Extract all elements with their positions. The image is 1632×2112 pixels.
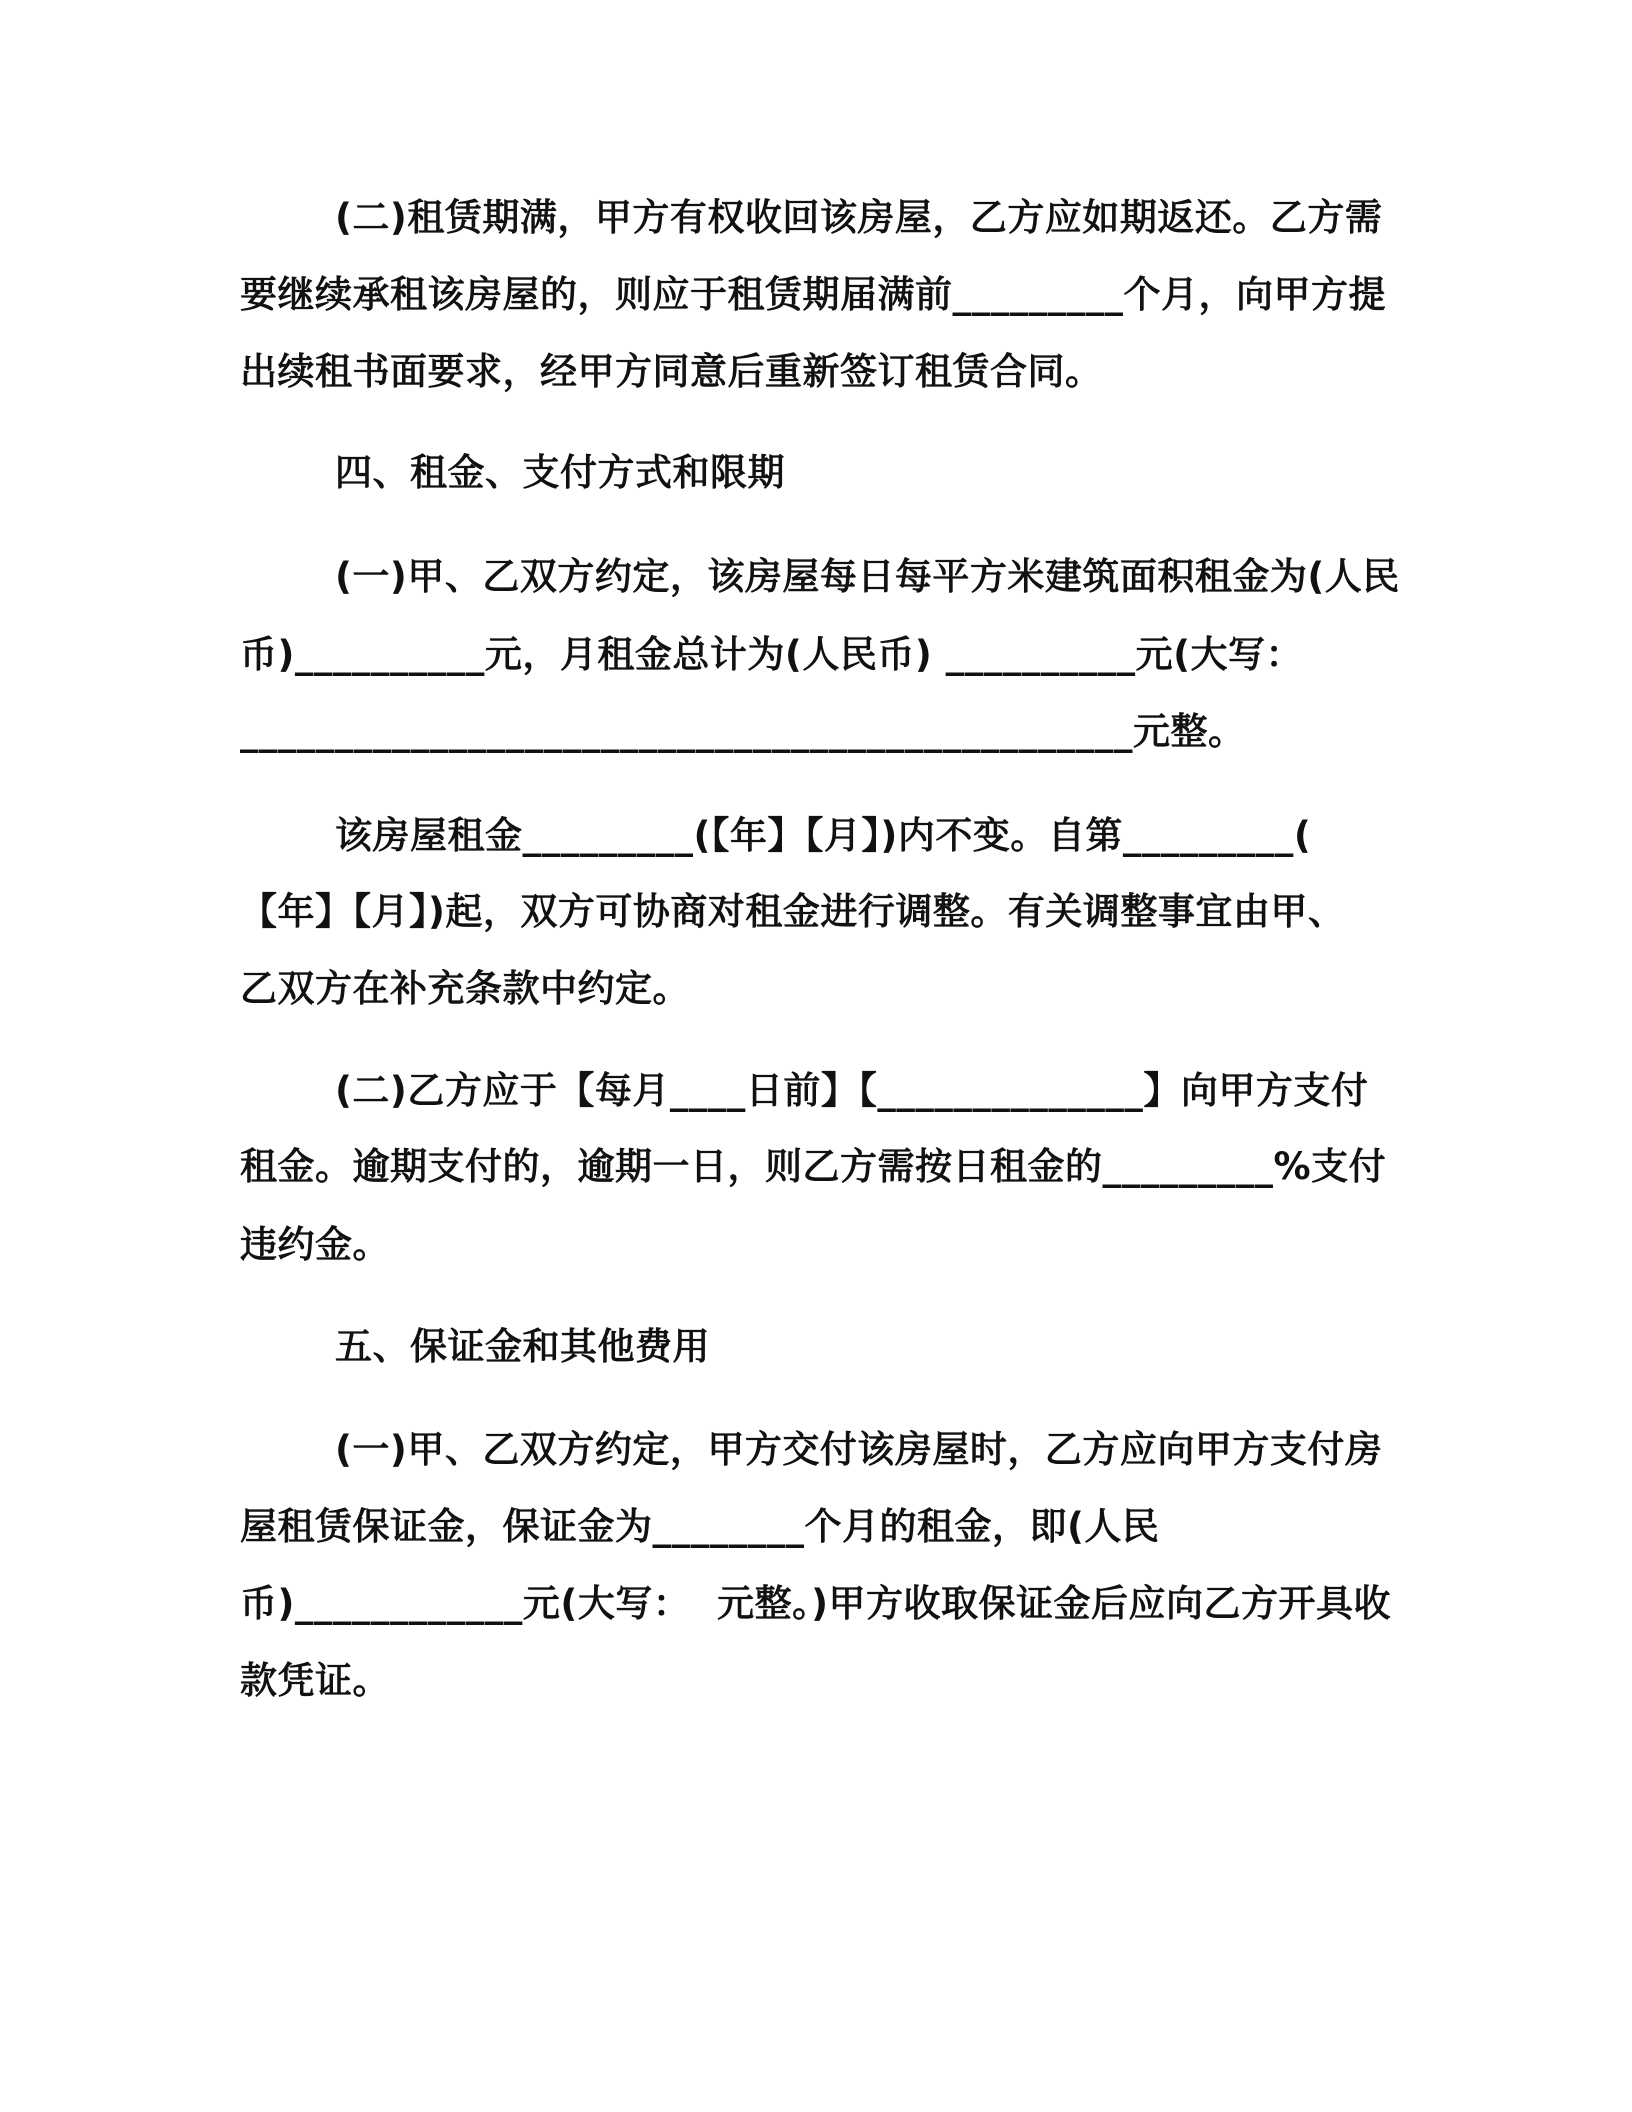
text-line: 款凭证。 xyxy=(240,1659,390,1702)
text-line: _______________________________________________元整。 xyxy=(240,710,1246,753)
text-line: 【年】【月】)起，双方可协商对租金进行调整。有关调整事宜由甲、 xyxy=(240,890,1346,933)
section-heading: 五、保证金和其他费用 xyxy=(335,1325,710,1368)
text-line: (二)租赁期满，甲方有权收回该房屋，乙方应如期返还。乙方需 xyxy=(335,196,1383,239)
text-line: (一)甲、乙双方约定，该房屋每日每平方米建筑面积租金为(人民 xyxy=(335,555,1400,598)
text-line: 租金。逾期支付的，逾期一日，则乙方需按日租金的_________%支付 xyxy=(240,1145,1387,1188)
text-line: (一)甲、乙双方约定，甲方交付该房屋时，乙方应向甲方支付房 xyxy=(335,1428,1383,1471)
text-line: 乙双方在补充条款中约定。 xyxy=(240,967,690,1010)
text-line: 该房屋租金_________(【年】【月】)内不变。自第_________( xyxy=(335,814,1312,857)
text-line: 要继续承租该房屋的，则应于租赁期届满前_________个月，向甲方提 xyxy=(240,273,1386,316)
text-line: 违约金。 xyxy=(240,1223,390,1266)
text-line: 币)__________元，月租金总计为(人民币) __________元(大写： xyxy=(240,633,1304,676)
section-heading: 四、租金、支付方式和限期 xyxy=(335,451,785,494)
text-line: 屋租赁保证金，保证金为________个月的租金，即(人民 xyxy=(240,1505,1160,1548)
text-line: 币)____________元(大写： 元整。)甲方收取保证金后应向乙方开具收 xyxy=(240,1582,1391,1625)
text-line: 出续租书面要求，经甲方同意后重新签订租赁合同。 xyxy=(240,350,1103,393)
text-line: (二)乙方应于【每月____日前】【______________】向甲方支付 xyxy=(335,1069,1369,1112)
